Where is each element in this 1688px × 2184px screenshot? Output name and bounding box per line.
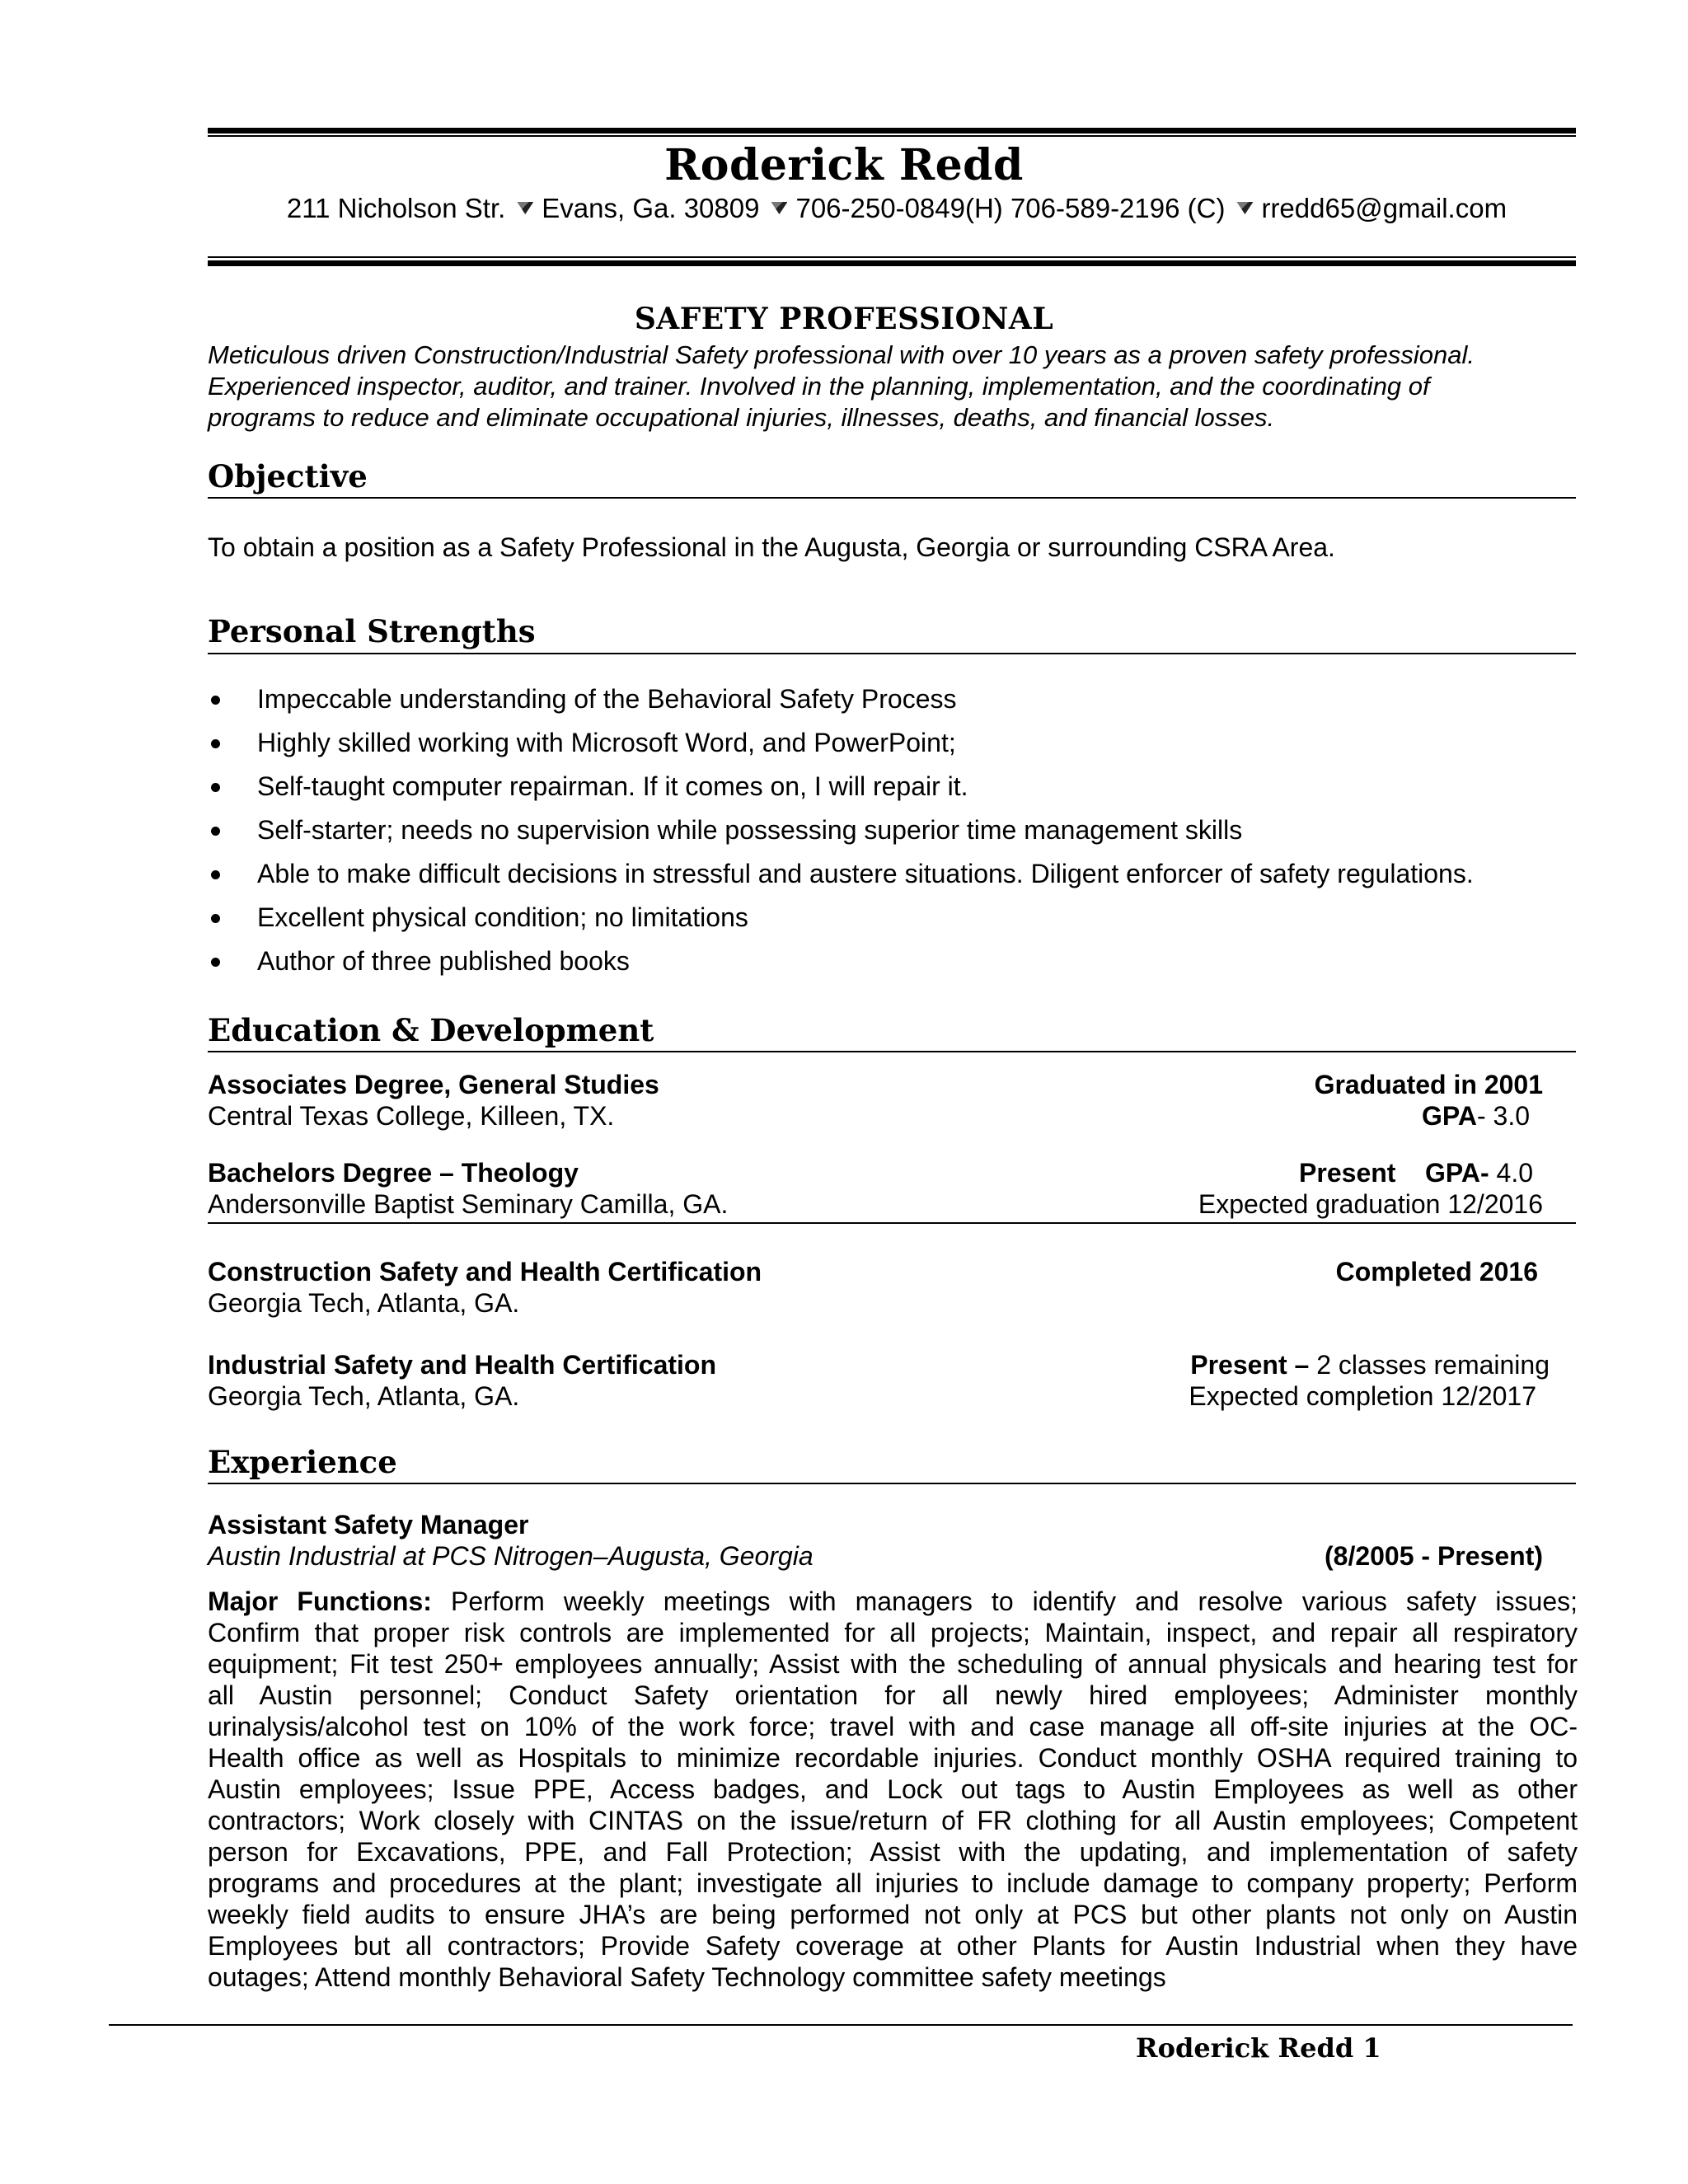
- footer-rule: [109, 2024, 1573, 2026]
- summary-line: Meticulous driven Construction/Industrial Safety professional with over 10 years as a proven safety professional.: [208, 340, 1475, 369]
- functions-line: all Austin personnel; Conduct Safety orientation for all newly hired employees; Administer monthly: [208, 1680, 1578, 1710]
- diamond-bullet-icon: [771, 198, 787, 214]
- bullet-icon: [211, 827, 220, 836]
- page-footer: Roderick Redd 1: [1136, 2032, 1381, 2064]
- education-entry-row: [208, 1350, 1559, 1383]
- completion-status: Present – 2 classes remaining: [1190, 1350, 1550, 1380]
- entry-divider: [208, 1222, 1576, 1224]
- summary-line: Experienced inspector, auditor, and trainer. Involved in the planning, implementation, and the coordinating of: [208, 372, 1430, 401]
- functions-line: urinalysis/alcohol test on 10% of the work force; travel with and case manage all off-site injuries at the OC-: [208, 1712, 1578, 1741]
- section-rule: [208, 1051, 1576, 1052]
- employer-row: [208, 1541, 1559, 1574]
- diamond-bullet-icon: [517, 198, 533, 214]
- header-top-rule-thin: [208, 135, 1576, 137]
- functions-line: contractors; Work closely with CINTAS on the issue/return of FR clothing for all Austin employees; Competent: [208, 1806, 1578, 1835]
- header-top-rule: [208, 128, 1576, 134]
- candidate-name: Roderick Redd: [664, 140, 1024, 190]
- education-entry-row: [208, 1070, 1559, 1103]
- bullet-icon: [211, 870, 220, 879]
- header-bottom-rule-thin: [208, 256, 1576, 258]
- school-name: Central Texas College, Killeen, TX.: [208, 1101, 615, 1131]
- job-functions: [208, 1586, 1578, 1993]
- job-title: Assistant Safety Manager: [208, 1510, 529, 1540]
- section-heading-education: Education & Development: [208, 1012, 654, 1048]
- education-entry-row: [208, 1101, 1559, 1134]
- header-bottom-rule: [208, 260, 1576, 266]
- job-title-row: [208, 1510, 1559, 1543]
- school-name: Georgia Tech, Atlanta, GA.: [208, 1288, 520, 1318]
- functions-line: weekly field audits to ensure JHA’s are being performed not only at PCS but other plants not only on Austin: [208, 1900, 1578, 1929]
- functions-line: programs and procedures at the plant; investigate all injuries to include damage to company property; Perform: [208, 1868, 1578, 1898]
- degree-name: Associates Degree, General Studies: [208, 1070, 659, 1099]
- section-rule: [208, 497, 1576, 499]
- city: Evans, Ga. 30809: [542, 193, 760, 223]
- completion-status: Completed 2016: [1335, 1257, 1538, 1286]
- bullet-icon: [211, 696, 220, 705]
- section-heading-strengths: Personal Strengths: [208, 613, 536, 649]
- functions-line: equipment; Fit test 250+ employees annually; Assist with the scheduling of annual physicals and hearing test for: [208, 1649, 1578, 1679]
- section-heading-experience: Experience: [208, 1444, 397, 1480]
- email: rredd65@gmail.com: [1261, 193, 1507, 223]
- education-entry-row: [208, 1381, 1559, 1414]
- functions-line: Confirm that proper risk controls are implemented for all projects; Maintain, inspect, and repair all respiratory: [208, 1618, 1578, 1647]
- certification-name: Construction Safety and Health Certification: [208, 1257, 762, 1286]
- contact-line: [0, 193, 1688, 224]
- education-entry-row: [208, 1189, 1559, 1222]
- bullet-icon: [211, 739, 220, 748]
- objective-text: To obtain a position as a Safety Professional in the Augusta, Georgia or surrounding CSRA Area.: [208, 532, 1335, 562]
- graduation-status: Graduated in 2001: [1314, 1070, 1543, 1099]
- address: 211 Nicholson Str.: [286, 193, 506, 223]
- diamond-bullet-icon: [1236, 198, 1253, 214]
- job-dates: (8/2005 - Present): [1324, 1541, 1543, 1571]
- school-name: Georgia Tech, Atlanta, GA.: [208, 1381, 520, 1411]
- education-entry-row: [208, 1257, 1559, 1290]
- summary-line: programs to reduce and eliminate occupational injuries, illnesses, deaths, and financial losses.: [208, 403, 1275, 432]
- education-entry-row: [208, 1158, 1559, 1191]
- functions-line: Austin employees; Issue PPE, Access badges, and Lock out tags to Austin Employees as well as other: [208, 1774, 1578, 1804]
- functions-line: Health office as well as Hospitals to minimize recordable injuries. Conduct monthly OSHA required training to: [208, 1743, 1578, 1773]
- section-rule: [208, 653, 1576, 654]
- bullet-icon: [211, 914, 220, 923]
- expected-completion: Expected completion 12/2017: [1189, 1381, 1536, 1411]
- functions-line: Employees but all contractors; Provide Safety coverage at other Plants for Austin Industrial when they have: [208, 1931, 1578, 1961]
- functions-line: Major Functions: Perform weekly meetings with managers to identify and resolve various safety issues;: [208, 1586, 1578, 1616]
- bullet-icon: [211, 958, 220, 967]
- employer: Austin Industrial at PCS Nitrogen–Augusta, Georgia: [208, 1541, 814, 1571]
- graduation-status: Present GPA- 4.0: [1299, 1158, 1533, 1188]
- education-entry-row: [208, 1288, 1559, 1321]
- functions-line: outages; Attend monthly Behavioral Safety Technology committee safety meetings: [208, 1962, 1166, 1992]
- certification-name: Industrial Safety and Health Certification: [208, 1350, 716, 1380]
- functions-line: person for Excavations, PPE, and Fall Protection; Assist with the updating, and implementation of safety: [208, 1837, 1578, 1867]
- phones: 706-250-0849(H) 706-589-2196 (C): [795, 193, 1226, 223]
- profile-summary: [208, 340, 1592, 434]
- expected-graduation: Expected graduation 12/2016: [1198, 1189, 1543, 1219]
- gpa: GPA- 3.0: [1422, 1101, 1530, 1131]
- profile-title: SAFETY PROFESSIONAL: [634, 302, 1054, 336]
- resume-page: Roderick Redd 211 Nicholson Str. Evans, Ga. 30809 706-250-0849(H) 706-589-2196 (C) rredd65@gmail.com SAFETY PROFESSIONAL Meticulous driven Construction/Industrial Safety professional with over 10 years as a proven safety professional. Experienced inspector, auditor, and trainer. Involved in the planning, implementation, and the coordinating of programs to reduce and eliminate occupational injuries, illnesses, deaths, and financial losses. Objective To obtain a position as a Safety Professional in the Augusta, Georgia or surrounding CSRA Area. Personal Strengths Impeccable understanding of the Behavioral Safety Process Highly skilled working with Microsoft Word, and PowerPoint; Self-taught computer repairman. If it comes on, I will repair it. Self-starter; needs no supervision while possessing superior time management skills Able to make difficult decisions in stressful and austere situations. Diligent enforcer of safety regulations. Excellent physical condition; no limitations Author of three published books Education & Development Associates Degree, General Studies Graduated in 2001 Central Texas College, Killeen, TX. GPA- 3.0 Bachelors Degree – Theology Present GPA- 4.0 Andersonville Baptist Seminary Camilla, GA. Expected graduation 12/2016 Construction Safety and Health Certification Completed 2016 Georgia Tech, Atlanta, GA. Industrial Safety and Health Certification Present – 2 classes remaining Georgia Tech, Atlanta, GA. Expected completion 12/2017 Experience Assistant Safety Manager Austin Industrial at PCS Nitrogen–Augusta, Georgia (8/2005 - Present) Major Functions: Perform weekly meetings with managers to identify and resolve various safety issues; Confirm that proper risk controls are implemented for all projects; Maintain, inspect, and repair all respiratory equipment; Fit test 250+ employees annually; Assist with the scheduling of annual physicals and hearing test for all Austin personnel; Conduct Safety orientation for all newly hired employees; Administer monthly urinalysis/alcohol test on 10% of the work force; travel with and case manage all off-site injuries at the OC- Health office as well as Hospitals to minimize recordable injuries. Conduct monthly OSHA required training to Austin employees; Issue PPE, Access badges, and Lock out tags to Austin Employees as well as other contractors; Work closely with CINTAS on the issue/return of FR clothing for all Austin employees; Competent person for Excavations, PPE, and Fall Protection; Assist with the updating, and implementation of safety programs and procedures at the plant; investigate all injuries to include damage to company property; Perform weekly field audits to ensure JHA’s are being performed not only at PCS but other plants not only on Austin Employees but all contractors; Provide Safety coverage at other Plants for Austin Industrial when they have outages; Attend monthly Behavioral Safety Technology committee safety meetings Roderick Redd 1: [0, 0, 1688, 2184]
- bullet-icon: [211, 783, 220, 792]
- section-heading-objective: Objective: [208, 458, 368, 494]
- degree-name: Bachelors Degree – Theology: [208, 1158, 579, 1188]
- section-rule: [208, 1483, 1576, 1484]
- school-name: Andersonville Baptist Seminary Camilla, GA.: [208, 1189, 729, 1219]
